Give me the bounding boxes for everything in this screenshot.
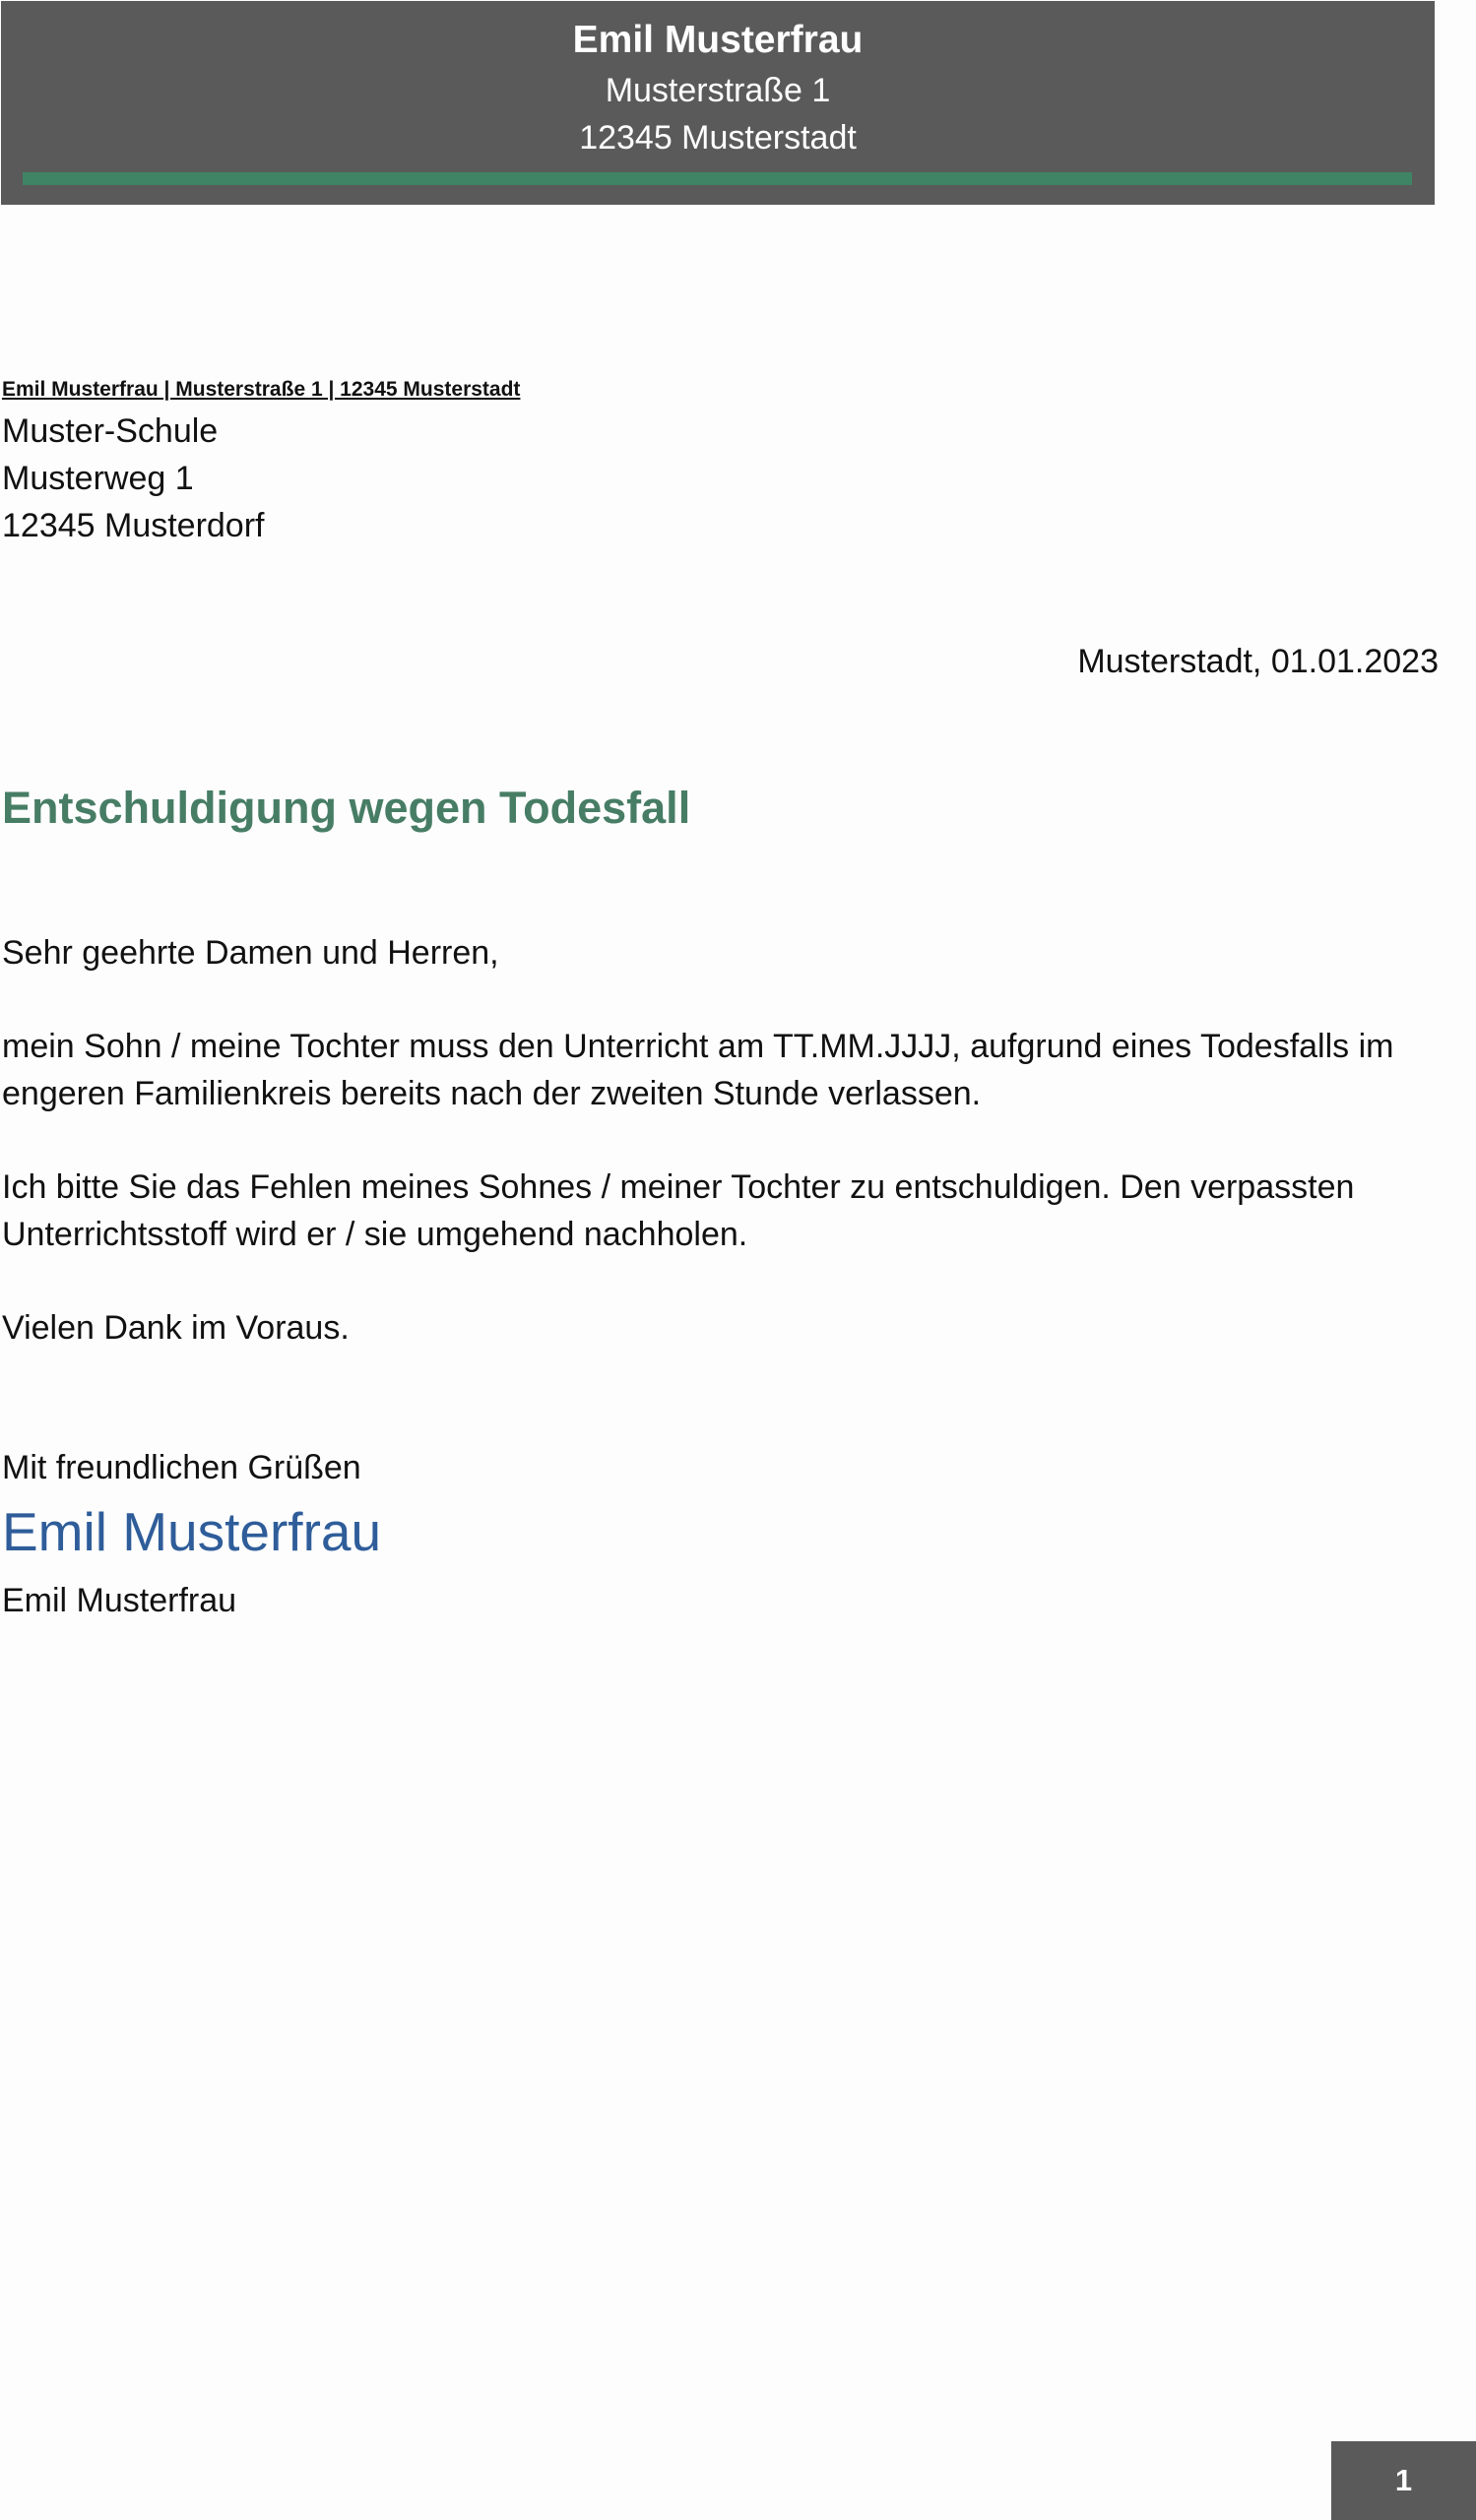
- letterhead-street: Musterstraße 1: [605, 72, 831, 109]
- recipient-name: Muster-Schule: [2, 412, 219, 450]
- date-line: Musterstadt, 01.01.2023: [1077, 643, 1439, 680]
- sender-return-address: Emil Musterfrau | Musterstraße 1 | 12345 Musterstadt: [2, 378, 521, 401]
- letterhead-name: Emil Musterfrau: [572, 19, 864, 61]
- salutation: Sehr geehrte Damen und Herren,: [2, 934, 499, 972]
- letterhead-city: 12345 Musterstadt: [579, 119, 857, 157]
- body-paragraph-2: Ich bitte Sie das Fehlen meines Sohnes / meiner Tochter zu entschuldigen. Den verpassten Unterrichtsstoff wird er / sie umgehend nachholen.: [2, 1168, 1355, 1253]
- recipient-street: Musterweg 1: [2, 460, 194, 497]
- signature: Emil Musterfrau: [2, 1501, 382, 1562]
- signer-name: Emil Musterfrau: [2, 1582, 237, 1619]
- closing-phrase: Mit freundlichen Grüßen: [2, 1449, 361, 1486]
- letter-subject: Entschuldigung wegen Todesfall: [2, 783, 691, 833]
- letterhead: [1, 1, 1435, 205]
- recipient-address: [2, 408, 265, 549]
- recipient-city: 12345 Musterdorf: [2, 507, 265, 544]
- body-paragraph-3: Vielen Dank im Voraus.: [2, 1309, 350, 1347]
- page-number: 1: [1331, 2441, 1476, 2520]
- letterhead-accent-rule: [23, 172, 1412, 185]
- body-paragraph-1: mein Sohn / meine Tochter muss den Unterricht am TT.MM.JJJJ, aufgrund eines Todesfalls im engeren Familienkreis bereits nach der zweiten Stunde verlassen.: [2, 1028, 1394, 1112]
